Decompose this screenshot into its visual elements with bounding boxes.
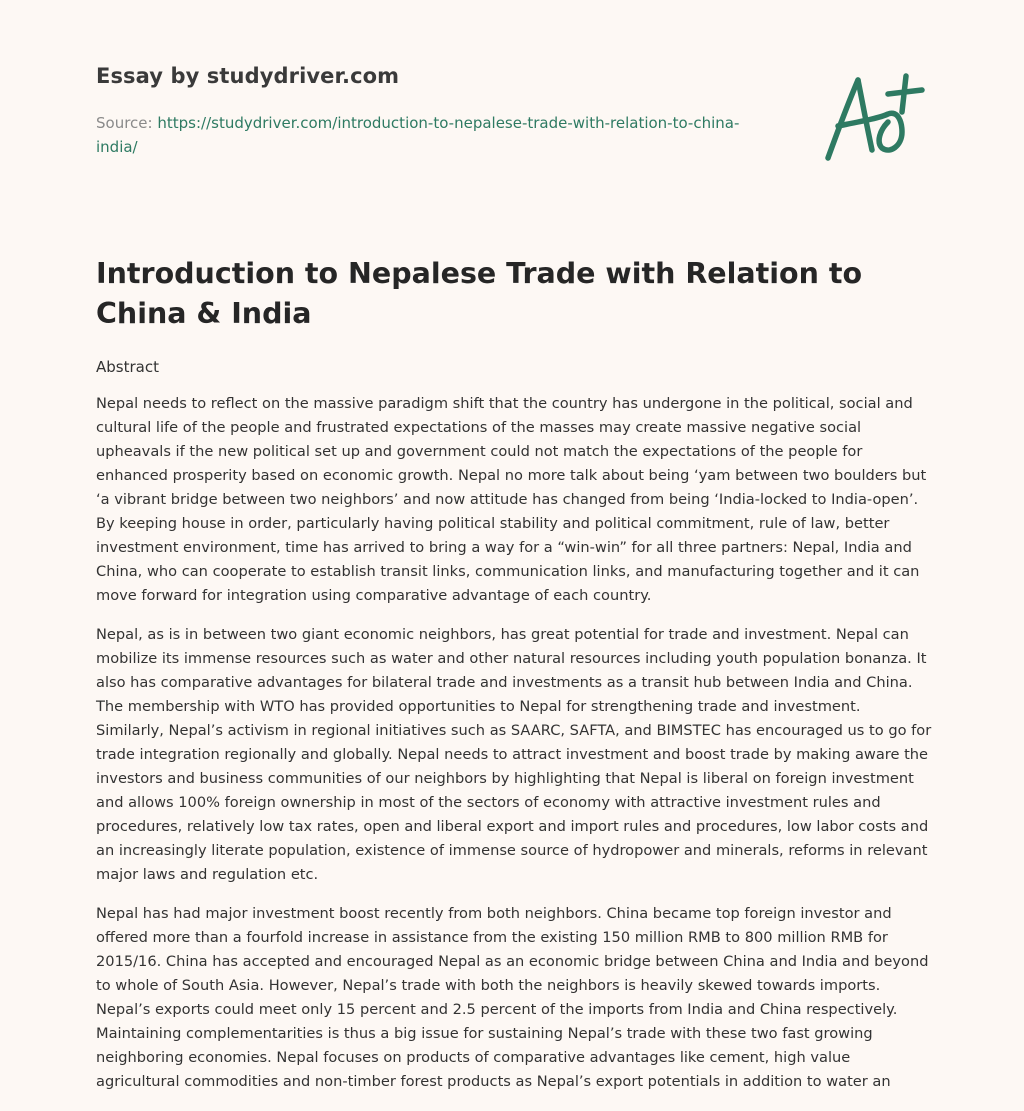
site-brand: Essay by studydriver.com bbox=[96, 64, 400, 88]
source-label: Source: bbox=[96, 114, 153, 132]
paragraph: Nepal has had major investment boost recently from both neighbors. China became top foreign investor and offered more than a fourfold increase in assistance from the existing 150 million RMB to 800 million RMB for 2015/16. China has accepted and encouraged Nepal as an economic bridge between China and India and beyond to whole of South Asia. However, Nepal’s trade with both the neighbors is heavily skewed towards imports. Nepal’s exports could meet only 15 percent and 2.5 percent of the imports from India and China respectively. Maintaining complementarities is thus a big issue for sustaining Nepal’s trade with these two fast growing neighboring economies. Nepal focuses on products of comparative advantages like cement, high value agricultural commodities and non-timber forest products as Nepal’s export potentials in addition to water an bbox=[96, 905, 929, 1090]
abstract-heading: Abstract bbox=[96, 358, 159, 376]
essay-body bbox=[96, 392, 932, 1109]
source-link[interactable]: https://studydriver.com/introduction-to-nepalese-trade-with-relation-to-china-india/ bbox=[96, 114, 740, 156]
paragraph: Nepal, as is in between two giant economic neighbors, has great potential for trade and investment. Nepal can mobilize its immense resources such as water and other natural resources including youth population bonanza. It also has comparative advantages for bilateral trade and investments as a transit hub between India and China. The membership with WTO has provided opportunities to Nepal for strengthening trade and investment. Similarly, Nepal’s activism in regional initiatives such as SAARC, SAFTA, and BIMSTEC has encouraged us to go for trade integration regionally and globally. Nepal needs to attract investment and boost trade by making aware the investors and business communities of our neighbors by highlighting that Nepal is liberal on foreign investment and allows 100% foreign ownership in most of the sectors of economy with attractive investment rules and procedures, relatively low tax rates, open and liberal export and import rules and procedures, low labor costs and an increasingly literate population, existence of immense source of hydropower and minerals, reforms in relevant major laws and regulation etc. bbox=[96, 626, 932, 883]
paragraph: Nepal needs to reflect on the massive paradigm shift that the country has undergone in the political, social and cultural life of the people and frustrated expectations of the masses may create massive negative social upheavals if the new political set up and government could not match the expectations of the people for enhanced prosperity based on economic growth. Nepal no more talk about being ‘yam between two boulders but ‘a vibrant bridge between two neighbors’ and now attitude has changed from being ‘India-locked to India-open’. By keeping house in order, particularly having political stability and political commitment, rule of law, better investment environment, time has arrived to bring a way for a “win-win” for all three partners: Nepal, India and China, who can cooperate to establish transit links, communication links, and manufacturing together and it can move forward for integration using comparative advantage of each country. bbox=[96, 395, 927, 604]
a-plus-logo-icon bbox=[822, 66, 926, 166]
source-line bbox=[96, 111, 776, 159]
essay-title: Introduction to Nepalese Trade with Relation to China & India bbox=[96, 257, 863, 330]
